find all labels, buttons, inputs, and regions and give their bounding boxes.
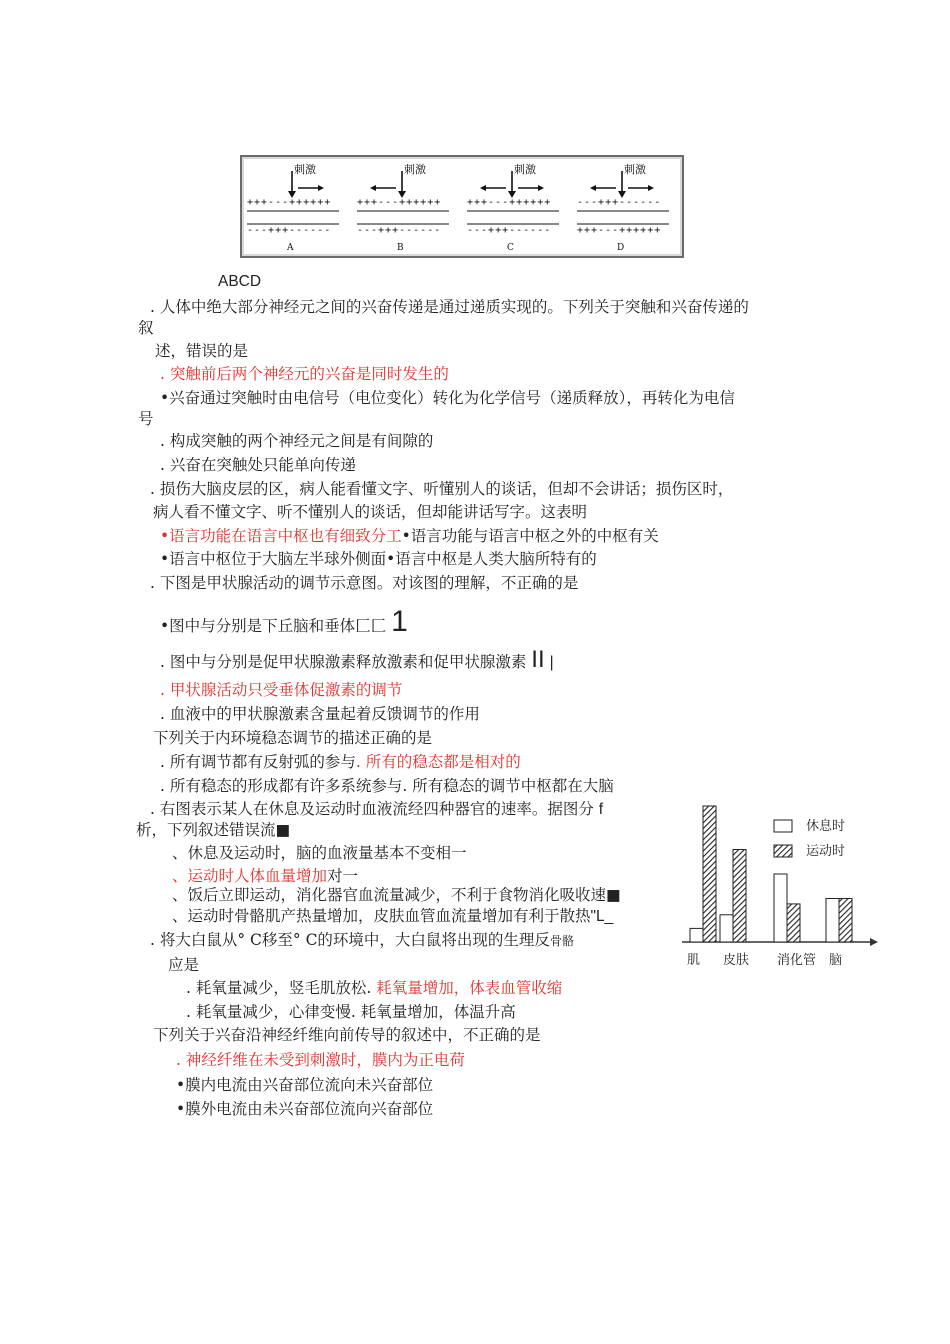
q2-option-a: •语言功能在语言中枢也有细致分工 (160, 527, 402, 545)
arrowhead-icon (370, 185, 376, 191)
stimulus-figure-svg (242, 157, 682, 256)
stimulus-panel-b (357, 162, 449, 253)
category-label: 脑 (829, 953, 843, 968)
stimulus-figure (240, 155, 684, 258)
charge-row: ---+++------ (247, 225, 332, 236)
q6-stem-tail: 骨骼 (549, 934, 574, 948)
q4-stem: 下列关于内环境稳态调节的描述正确的是 (153, 729, 433, 747)
charge-row: +++---++++++ (577, 225, 662, 236)
stimulus-panel-d (577, 162, 669, 253)
q3-option-b: . 图中与分别是促甲状腺激素释放激素和促甲状腺激素 (160, 653, 527, 671)
q7-option-b: •膜内电流由兴奋部位流向未兴奋部位 (176, 1076, 434, 1094)
charge-row: ---+++------ (357, 225, 442, 236)
x-axis-arrow-icon (870, 938, 878, 946)
panel-letter: A (287, 243, 294, 253)
q1-option-d: . 兴奋在突触处只能单向传递 (160, 456, 356, 474)
category-label: 消化管 (777, 953, 817, 968)
legend-label-exercise: 运动时 (806, 844, 846, 859)
stimulus-label: 刺激 (294, 163, 316, 176)
q5-option-d: 、运动时骨骼肌产热量增加，皮肤血管血流量增加有利于散热 (172, 907, 591, 925)
panel-letter: B (397, 243, 404, 253)
q6-option-a: . 耗氧量减少，竖毛肌放松. (186, 979, 372, 997)
q5-stem-line1 (150, 799, 603, 820)
stimulus-label: 刺激 (404, 163, 426, 176)
q3-option-d: . 血液中的甲状腺激素含量起着反馈调节的作用 (160, 705, 480, 723)
charge-row: +++---++++++ (467, 197, 552, 208)
stimulus-panel-c (467, 162, 559, 253)
q6-option-b: 耗氧量增加，体表血管收缩 (376, 979, 563, 997)
q1-option-b-cont: 号 (138, 410, 154, 428)
panel-letter: D (617, 243, 625, 253)
q4-options-cd: . 所有稳态的形成都有许多系统参与. 所有稳态的调节中枢都在大脑 (160, 777, 614, 795)
q2-stem-line2: 病人看不懂文字、听不懂别人的谈话，但却能讲话写字。这表明 (153, 503, 588, 521)
q1-option-b: •兴奋通过突触时由电信号（电位变化）转化为化学信号（递质释放），再转化为电信 (160, 389, 735, 407)
q7-option-c: •膜外电流由未兴奋部位流向兴奋部位 (176, 1100, 434, 1118)
arrowhead-icon (318, 185, 324, 191)
q5-stem-text: . 右图表示某人在休息及运动时血液流经四种器官的速率。据图分 (150, 800, 594, 818)
q6-options-cd: . 耗氧量减少，心律变慢. 耗氧量增加，体温升高 (186, 1003, 516, 1021)
q3-option-c: . 甲状腺活动只受垂体促激素的调节 (160, 681, 403, 699)
blood-flow-chart (682, 798, 882, 973)
category-label: 肌 (687, 953, 701, 968)
bar-rest-0 (690, 928, 703, 942)
arrowhead-icon (590, 185, 596, 191)
q2-options-ab (160, 526, 659, 546)
q6-stem-text: . 将大白鼠从° C移至° C的环境中，大白鼠将出现的生理反 (150, 931, 550, 949)
q5-option-b-line (172, 866, 358, 886)
bar-rest-3 (826, 898, 839, 942)
legend-label-rest: 休息时 (806, 819, 846, 834)
blood-flow-chart-svg (682, 798, 882, 973)
bar-rest-1 (720, 915, 733, 942)
charge-row: +++---++++++ (357, 197, 442, 208)
q7-stem: 下列关于兴奋沿神经纤维向前传导的叙述中，不正确的是 (153, 1026, 541, 1044)
q5-stem-tail: f (598, 801, 604, 818)
q5-option-b: 、运动时人体血量增加 (172, 867, 328, 885)
q3-option-a-line (160, 605, 408, 638)
bar-exercise-0 (703, 806, 716, 942)
q1-stem-line2: 叙 (138, 319, 154, 337)
q1-option-a: . 突触前后两个神经元的兴奋是同时发生的 (160, 365, 449, 383)
q1-stem-line3: 述，错误的是 (155, 342, 249, 360)
stimulus-label: 刺激 (624, 163, 646, 176)
arrowhead-icon (480, 185, 486, 191)
q1-option-c: . 构成突触的两个神经元之间是有间隙的 (160, 432, 434, 450)
charge-row: ---+++------ (577, 197, 662, 208)
q4-option-b: . 所有的稳态都是相对的 (355, 753, 521, 771)
legend-swatch-rest (774, 820, 792, 832)
bar-exercise-2 (787, 904, 800, 942)
q6-stem-line2: 应是 (168, 956, 200, 974)
option-letters: ABCD (218, 273, 262, 290)
charge-row: +++---++++++ (247, 197, 332, 208)
q2-options-cd: •语言中枢位于大脑左半球外侧面•语言中枢是人类大脑所特有的 (160, 550, 597, 568)
q3-stem: . 下图是甲状腺活动的调节示意图。对该图的理解，不正确的是 (150, 574, 579, 592)
q2-option-b: •语言功能与语言中枢之外的中枢有关 (401, 527, 659, 545)
q2-stem-line1: . 损伤大脑皮层的区，病人能看懂文字、听懂别人的谈话，但却不会讲话；损伤区时， (150, 480, 734, 498)
panel-letter: C (507, 243, 514, 253)
q5-option-d-tail: "L_ (590, 908, 614, 925)
q7-option-a: . 神经纤维在未受到刺激时，膜内为正电荷 (176, 1051, 465, 1069)
arrowhead-icon (648, 185, 654, 191)
q3-option-a: •图中与分别是下丘脑和垂体 (160, 617, 356, 635)
bar-rest-2 (774, 874, 787, 942)
q3-option-b-big: II (531, 646, 545, 673)
q3-option-a-tail: 匚匚 (355, 617, 387, 635)
q5-option-a: 、休息及运动时，脑的血液量基本不变相一 (172, 844, 467, 862)
q5-option-d-line (172, 906, 613, 927)
arrowhead-icon (538, 185, 544, 191)
q5-option-b-tail: 对一 (327, 867, 359, 885)
q4-option-a: . 所有调节都有反射弧的参与 (160, 753, 356, 771)
q3-option-b-line (160, 646, 554, 673)
category-label: 皮肤 (723, 953, 750, 968)
q5-stem-line2: 析，下列叙述错误流■ (136, 821, 291, 839)
stimulus-panel-a (247, 162, 339, 253)
charge-row: ---+++------ (467, 225, 552, 236)
bar-exercise-3 (839, 898, 852, 942)
stimulus-label: 刺激 (514, 163, 536, 176)
q5-option-c: 、饭后立即运动，消化器官血流量减少，不利于食物消化吸收速■ (172, 886, 621, 904)
q3-option-a-big: 1 (391, 605, 408, 638)
q4-options-ab (160, 752, 521, 772)
bar-exercise-1 (733, 850, 746, 942)
legend-swatch-exercise (774, 845, 792, 857)
q6-stem-line1 (150, 930, 574, 951)
q6-options-ab (186, 978, 562, 998)
q1-stem-line1: . 人体中绝大部分神经元之间的兴奋传递是通过递质实现的。下列关于突触和兴奋传递的 (150, 298, 749, 316)
q3-option-b-bar: | (549, 654, 554, 671)
